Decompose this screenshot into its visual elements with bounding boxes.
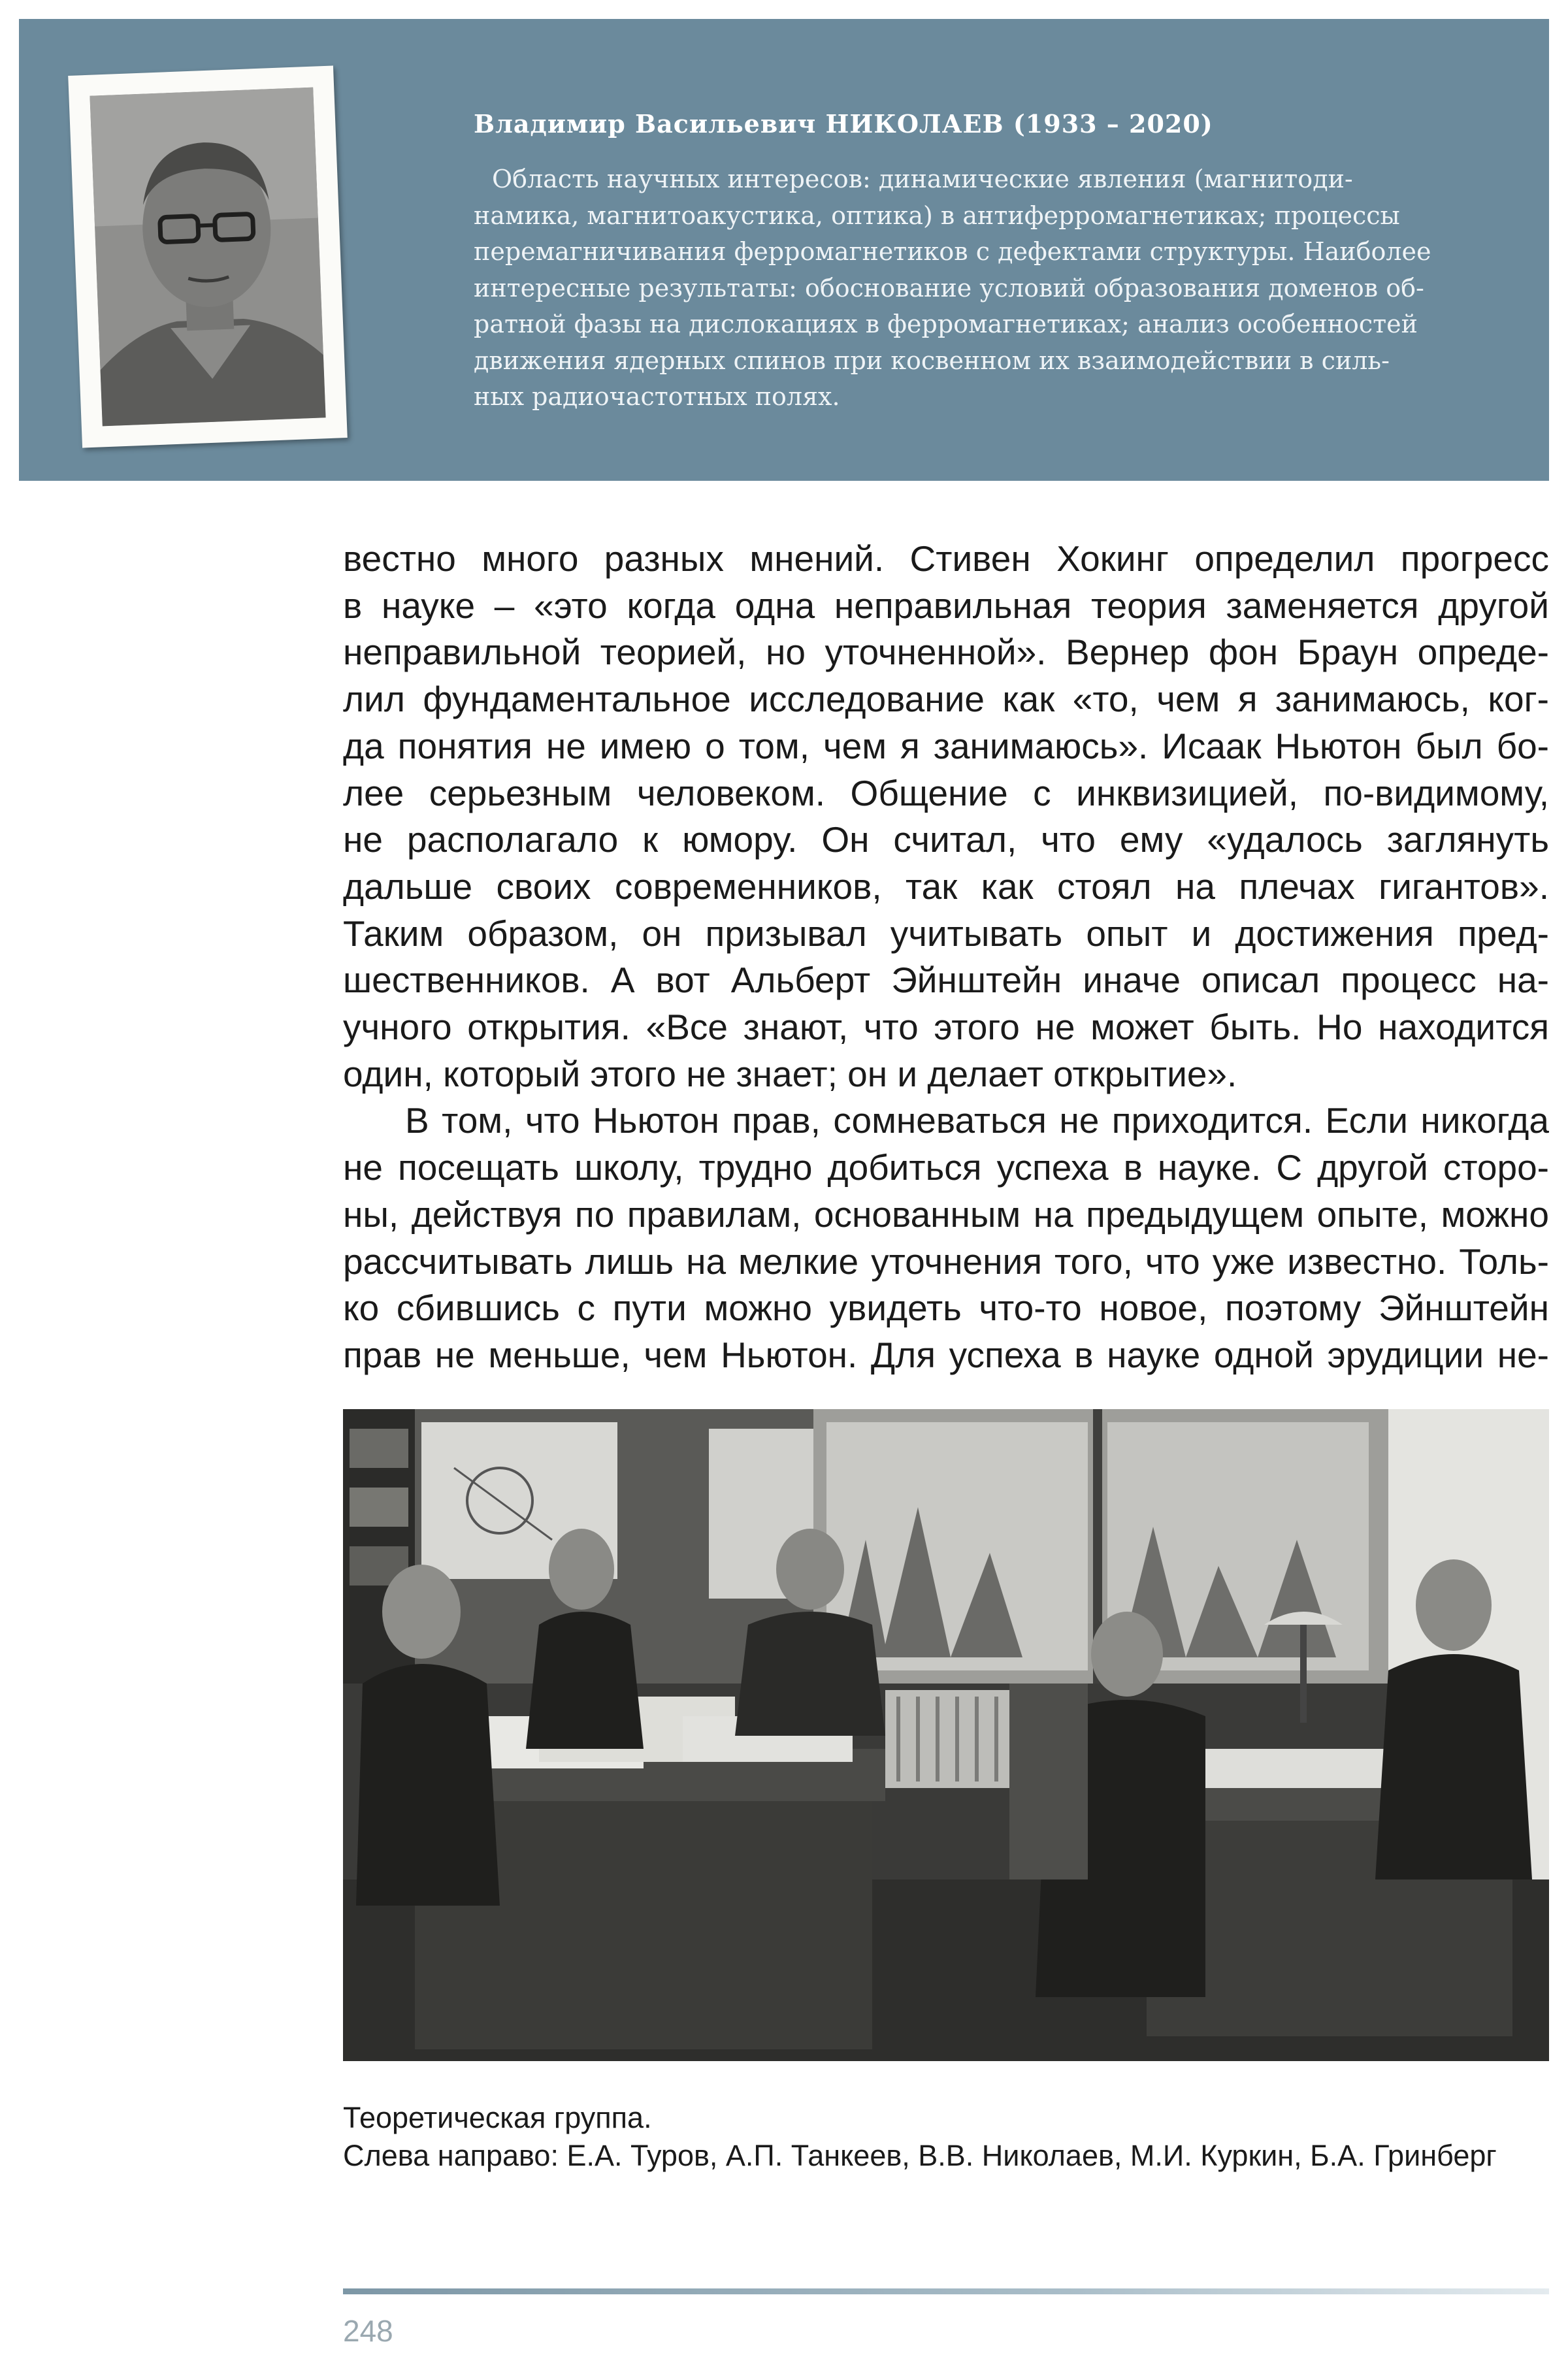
- bio-line: движения ядерных спинов при косвенном их взаимодействии в силь-: [474, 346, 1390, 375]
- body-line: в науке – «это когда одна неправильная теория заменяется другой: [343, 585, 1549, 626]
- body-line: дальше своих современников, так как стоял на плечах гигантов».: [343, 866, 1549, 907]
- bio-banner: [19, 19, 1549, 481]
- body-line: Таким образом, он призывал учитывать опыт и достижения пред-: [343, 913, 1549, 954]
- bio-line: перемагничивания ферромагнетиков с дефектами структуры. Наиболее: [474, 237, 1431, 266]
- body-text: [343, 536, 1549, 1379]
- bio-description: [474, 161, 1493, 415]
- body-line: ны, действуя по правилам, основанным на предыдущем опыте, можно: [343, 1194, 1549, 1235]
- bio-line: интересные результаты: обоснование условий образования доменов об-: [474, 273, 1424, 302]
- body-line: лее серьезным человеком. Общение с инквизицией, по-видимому,: [343, 772, 1549, 813]
- body-line: вестно много разных мнений. Стивен Хокинг определил прогресс: [343, 538, 1549, 579]
- group-photo: [343, 1409, 1549, 2061]
- body-line: ко сбившись с пути можно увидеть что-то новое, поэтому Эйнштейн: [343, 1288, 1549, 1329]
- body-line: лил фундаментальное исследование как «то, чем я занимаюсь, ког-: [343, 679, 1549, 720]
- bio-line: ратной фазы на дислокациях в ферромагнетиках; анализ особенностей: [474, 310, 1418, 338]
- body-line: рассчитывать лишь на мелкие уточнения того, что уже известно. Толь-: [343, 1241, 1549, 1282]
- footer-divider: [343, 2288, 1549, 2294]
- bio-name: Владимир Васильевич НИКОЛАЕВ (1933 – 2020): [474, 109, 1213, 138]
- body-line: шественников. А вот Альберт Эйнштейн иначе описал процесс на-: [343, 960, 1549, 1001]
- caption-people: Слева направо: Е.А. Туров, А.П. Танкеев, В.В. Николаев, М.И. Куркин, Б.А. Гринберг: [343, 2139, 1497, 2172]
- portrait-frame: [68, 65, 348, 447]
- body-line: не располагало к юмору. Он считал, что ему «удалось заглянуть: [343, 819, 1549, 860]
- portrait-photo: [90, 88, 325, 427]
- bio-line: Область научных интересов: динамические явления (магнитоди-: [492, 165, 1353, 193]
- body-line: один, который этого не знает; он и делает открытие».: [343, 1053, 1237, 1094]
- body-line: не посещать школу, трудно добиться успеха в науке. С другой сторо-: [343, 1147, 1549, 1188]
- body-line: да понятия не имею о том, чем я занимаюсь». Исаак Ньютон был бо-: [343, 725, 1549, 766]
- bio-line: ных радиочастотных полях.: [474, 382, 840, 411]
- page-number: 248: [343, 2314, 393, 2348]
- body-line: В том, что Ньютон прав, сомневаться не приходится. Если никогда: [405, 1100, 1549, 1141]
- caption-title: Теоретическая группа.: [343, 2101, 652, 2134]
- body-line: прав не меньше, чем Ньютон. Для успеха в науке одной эрудиции не-: [343, 1334, 1549, 1375]
- bio-line: намика, магнитоакустика, оптика) в антиферромагнетиках; процессы: [474, 201, 1400, 230]
- body-line: неправильной теорией, но уточненной». Вернер фон Браун опреде-: [343, 632, 1549, 673]
- photo-caption: [343, 2099, 1497, 2175]
- body-line: учного открытия. «Все знают, что этого не может быть. Но находится: [343, 1007, 1549, 1048]
